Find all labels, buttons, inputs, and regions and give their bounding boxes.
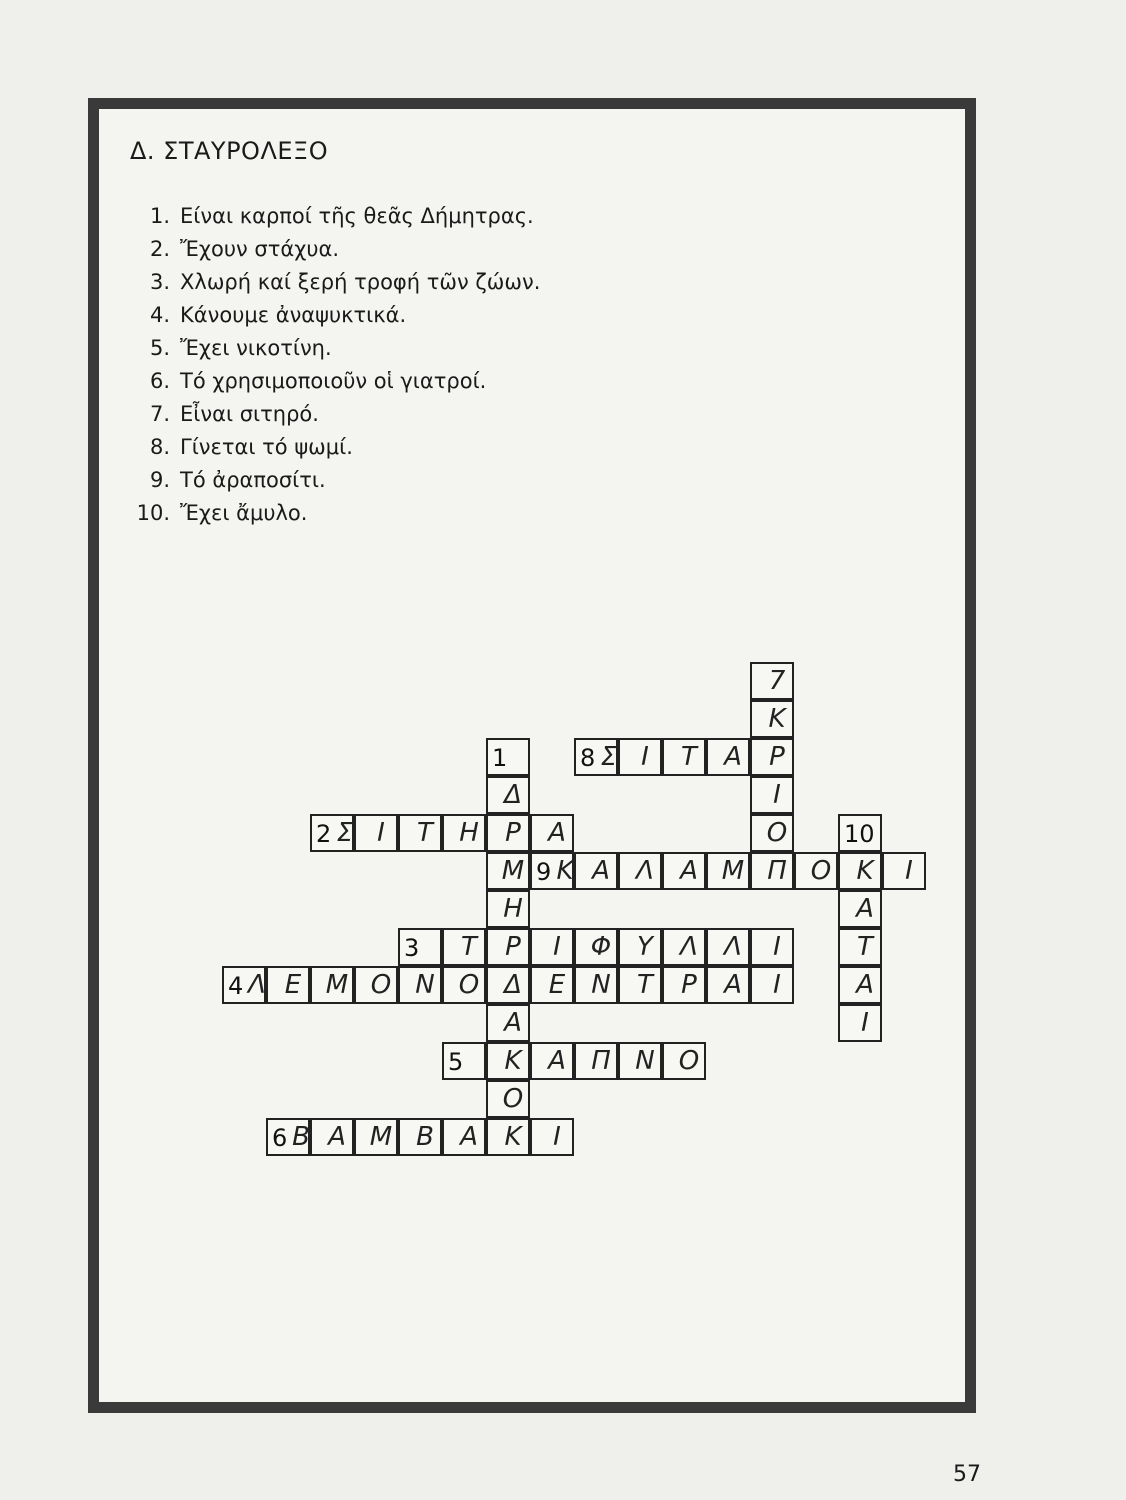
clue-item xyxy=(118,365,540,398)
crossword-cell[interactable] xyxy=(530,852,574,890)
clue-item xyxy=(118,299,540,332)
crossword-cell[interactable] xyxy=(442,814,486,852)
crossword-cell[interactable] xyxy=(706,966,750,1004)
crossword-cell[interactable] xyxy=(354,814,398,852)
crossword-cell[interactable] xyxy=(750,966,794,1004)
clue-number: 3. xyxy=(149,270,170,294)
crossword-cell[interactable] xyxy=(882,852,926,890)
cell-letter: Κ xyxy=(768,704,786,734)
crossword-cell[interactable] xyxy=(618,738,662,776)
cell-number: 6 xyxy=(272,1124,288,1152)
cell-letter: Ο xyxy=(766,818,788,848)
cell-letter: Ι xyxy=(377,818,385,848)
cell-number: 10 xyxy=(844,820,875,848)
crossword-cell[interactable] xyxy=(750,928,794,966)
clue-number: 6. xyxy=(149,369,170,393)
cell-letter: Ι xyxy=(905,856,913,886)
crossword-cell[interactable] xyxy=(486,1080,530,1118)
cell-number: 5 xyxy=(448,1048,464,1076)
crossword-cell[interactable] xyxy=(530,966,574,1004)
crossword-cell[interactable] xyxy=(618,852,662,890)
cell-letter: Π xyxy=(591,1046,611,1076)
crossword-cell[interactable] xyxy=(618,966,662,1004)
cell-letter: Κ xyxy=(856,856,874,886)
cell-letter: Τ xyxy=(637,970,653,1000)
crossword-cell[interactable] xyxy=(530,928,574,966)
page-number: 57 xyxy=(953,1462,981,1487)
clue-item xyxy=(118,431,540,464)
clue-item xyxy=(118,332,540,365)
crossword-cell[interactable] xyxy=(486,1118,530,1156)
cell-letter: Ι xyxy=(773,780,781,810)
cell-letter: Σ xyxy=(600,742,618,772)
cell-letter: Η xyxy=(459,818,479,848)
crossword-cell[interactable] xyxy=(838,1004,882,1042)
crossword-cell[interactable] xyxy=(838,890,882,928)
cell-letter: Α xyxy=(856,894,874,924)
crossword-cell[interactable] xyxy=(750,852,794,890)
crossword-cell[interactable] xyxy=(838,966,882,1004)
cell-letter: Α xyxy=(724,742,742,772)
crossword-cell[interactable] xyxy=(398,928,442,966)
cell-letter: Ο xyxy=(458,970,480,1000)
crossword-cell[interactable] xyxy=(574,738,618,776)
crossword-cell[interactable] xyxy=(442,1042,486,1080)
cell-letter: Ν xyxy=(415,970,435,1000)
cell-letter: Κ xyxy=(556,856,574,886)
crossword-cell[interactable] xyxy=(574,852,618,890)
crossword-cell[interactable] xyxy=(530,1118,574,1156)
crossword-cell[interactable] xyxy=(662,852,706,890)
clue-text: Κάνουμε ἀναψυκτικά. xyxy=(180,303,407,327)
crossword-cell[interactable] xyxy=(486,966,530,1004)
cell-letter: Α xyxy=(328,1122,346,1152)
clue-text: Τό ἀραποσίτι. xyxy=(180,468,326,492)
clue-text: Τό χρησιμοποιοῦν οἱ γιατροί. xyxy=(180,369,487,393)
cell-letter: Α xyxy=(548,818,566,848)
clue-item xyxy=(118,464,540,497)
cell-letter: Λ xyxy=(636,856,654,886)
cell-letter: Α xyxy=(460,1122,478,1152)
crossword-cell[interactable] xyxy=(706,738,750,776)
cell-letter: Ρ xyxy=(505,818,521,848)
cell-letter: Ι xyxy=(861,1008,869,1038)
cell-letter: Λ xyxy=(724,932,742,962)
clue-number: 10. xyxy=(136,501,170,525)
crossword-cell[interactable] xyxy=(530,1042,574,1080)
cell-letter: Η xyxy=(503,894,523,924)
cell-letter: Ο xyxy=(810,856,832,886)
crossword-cell[interactable] xyxy=(486,738,530,776)
clue-text: Ἔχει ἄμυλο. xyxy=(180,501,308,525)
crossword-cell[interactable] xyxy=(266,966,310,1004)
crossword-cell[interactable] xyxy=(838,928,882,966)
cell-number: 8 xyxy=(580,744,596,772)
cell-letter: Δ xyxy=(504,970,522,1000)
cell-letter: Κ xyxy=(504,1046,522,1076)
crossword-cell[interactable] xyxy=(398,814,442,852)
crossword-cell[interactable] xyxy=(486,1042,530,1080)
cell-letter: Ε xyxy=(548,970,566,1000)
clue-number: 7. xyxy=(149,402,170,426)
clue-item xyxy=(118,233,540,266)
crossword-cell[interactable] xyxy=(838,814,882,852)
crossword-cell[interactable] xyxy=(574,966,618,1004)
cell-letter: Ρ xyxy=(505,932,521,962)
cell-letter: Δ xyxy=(504,780,522,810)
crossword-cell[interactable] xyxy=(618,928,662,966)
clue-item xyxy=(118,398,540,431)
cell-letter: Α xyxy=(680,856,698,886)
crossword-cell[interactable] xyxy=(794,852,838,890)
cell-letter: Ι xyxy=(773,970,781,1000)
cell-letter: Μ xyxy=(369,1122,393,1152)
crossword-cell[interactable] xyxy=(266,1118,310,1156)
crossword-cell[interactable] xyxy=(486,852,530,890)
crossword-cell[interactable] xyxy=(574,1042,618,1080)
crossword-cell[interactable] xyxy=(838,852,882,890)
crossword-cell[interactable] xyxy=(486,890,530,928)
crossword-cell[interactable] xyxy=(530,814,574,852)
cell-letter: Μ xyxy=(501,856,525,886)
clue-text: Ἔχει νικοτίνη. xyxy=(180,336,332,360)
cell-letter: Φ xyxy=(590,932,612,962)
crossword-cell[interactable] xyxy=(750,662,794,700)
cell-number: 1 xyxy=(492,744,508,772)
crossword-cell[interactable] xyxy=(706,928,750,966)
clue-text: Γίνεται τό ψωμί. xyxy=(180,435,353,459)
cell-letter: Κ xyxy=(504,1122,522,1152)
crossword-cell[interactable] xyxy=(486,1004,530,1042)
crossword-cell[interactable] xyxy=(486,776,530,814)
cell-letter: Β xyxy=(292,1122,310,1152)
crossword-cell[interactable] xyxy=(442,966,486,1004)
cell-letter: Τ xyxy=(461,932,477,962)
cell-number: 2 xyxy=(316,820,332,848)
crossword-cell[interactable] xyxy=(662,928,706,966)
crossword-cell[interactable] xyxy=(398,966,442,1004)
clue-number: 8. xyxy=(149,435,170,459)
cell-letter: Α xyxy=(724,970,742,1000)
cell-letter: Μ xyxy=(325,970,349,1000)
crossword-cell[interactable] xyxy=(442,928,486,966)
cell-letter: Λ xyxy=(248,970,266,1000)
crossword-cell[interactable] xyxy=(750,776,794,814)
cell-letter: Ο xyxy=(370,970,392,1000)
cell-letter: Τ xyxy=(681,742,697,772)
crossword-cell[interactable] xyxy=(354,966,398,1004)
clue-text: Είναι καρποί τῆς θεᾶς Δήμητρας. xyxy=(180,204,534,228)
crossword-cell[interactable] xyxy=(662,1042,706,1080)
cell-letter: Ι xyxy=(553,1122,561,1152)
crossword-cell[interactable] xyxy=(310,814,354,852)
cell-letter: Λ xyxy=(680,932,698,962)
crossword-cell[interactable] xyxy=(310,966,354,1004)
cell-letter: Τ xyxy=(857,932,873,962)
cell-letter: Α xyxy=(504,1008,522,1038)
clue-number: 5. xyxy=(149,336,170,360)
crossword-cell[interactable] xyxy=(222,966,266,1004)
crossword-cell[interactable] xyxy=(486,814,530,852)
cell-letter: Ι xyxy=(553,932,561,962)
cell-number: 3 xyxy=(404,934,420,962)
crossword-cell[interactable] xyxy=(442,1118,486,1156)
cell-letter: Ρ xyxy=(681,970,697,1000)
clue-text: Χλωρή καί ξερή τροφή τῶν ζώων. xyxy=(180,270,541,294)
cell-letter: Ι xyxy=(641,742,649,772)
crossword-cell[interactable] xyxy=(618,1042,662,1080)
clue-item xyxy=(118,497,540,530)
crossword-cell[interactable] xyxy=(706,852,750,890)
cell-letter: Α xyxy=(548,1046,566,1076)
cell-letter: Α xyxy=(856,970,874,1000)
cell-letter: Ν xyxy=(591,970,611,1000)
crossword-cell[interactable] xyxy=(750,700,794,738)
crossword-cell[interactable] xyxy=(662,966,706,1004)
crossword-cell[interactable] xyxy=(574,928,618,966)
cell-letter: Σ xyxy=(336,818,354,848)
cell-letter: Π xyxy=(767,856,787,886)
cell-number: 4 xyxy=(228,972,244,1000)
cell-letter: Υ xyxy=(637,932,653,962)
cell-letter: Ε xyxy=(284,970,302,1000)
cell-number: 9 xyxy=(536,858,552,886)
cell-letter: Ι xyxy=(773,932,781,962)
crossword-cell[interactable] xyxy=(310,1118,354,1156)
page-title: Δ. ΣΤΑΥΡΟΛΕΞΟ xyxy=(130,137,329,165)
crossword-cell[interactable] xyxy=(750,738,794,776)
clue-number: 1. xyxy=(149,204,170,228)
crossword-cell[interactable] xyxy=(398,1118,442,1156)
clue-number: 9. xyxy=(149,468,170,492)
crossword-cell[interactable] xyxy=(750,814,794,852)
crossword-cell[interactable] xyxy=(486,928,530,966)
crossword-cell[interactable] xyxy=(662,738,706,776)
cell-letter: Ν xyxy=(635,1046,655,1076)
crossword-cell[interactable] xyxy=(354,1118,398,1156)
cell-letter: Μ xyxy=(721,856,745,886)
cell-letter: Α xyxy=(592,856,610,886)
cell-letter: Ρ xyxy=(769,742,785,772)
clue-number: 4. xyxy=(149,303,170,327)
cell-letter: Τ xyxy=(417,818,433,848)
cell-letter: Ο xyxy=(502,1084,524,1114)
cell-letter: Ο xyxy=(678,1046,700,1076)
clue-list xyxy=(118,200,540,530)
clue-item xyxy=(118,266,540,299)
cell-letter: Β xyxy=(416,1122,434,1152)
clue-text: Εἶναι σιτηρό. xyxy=(180,402,319,426)
clue-text: Ἔχουν στάχυα. xyxy=(180,237,339,261)
clue-item xyxy=(118,200,540,233)
clue-number: 2. xyxy=(149,237,170,261)
cell-letter: 7 xyxy=(768,666,786,696)
